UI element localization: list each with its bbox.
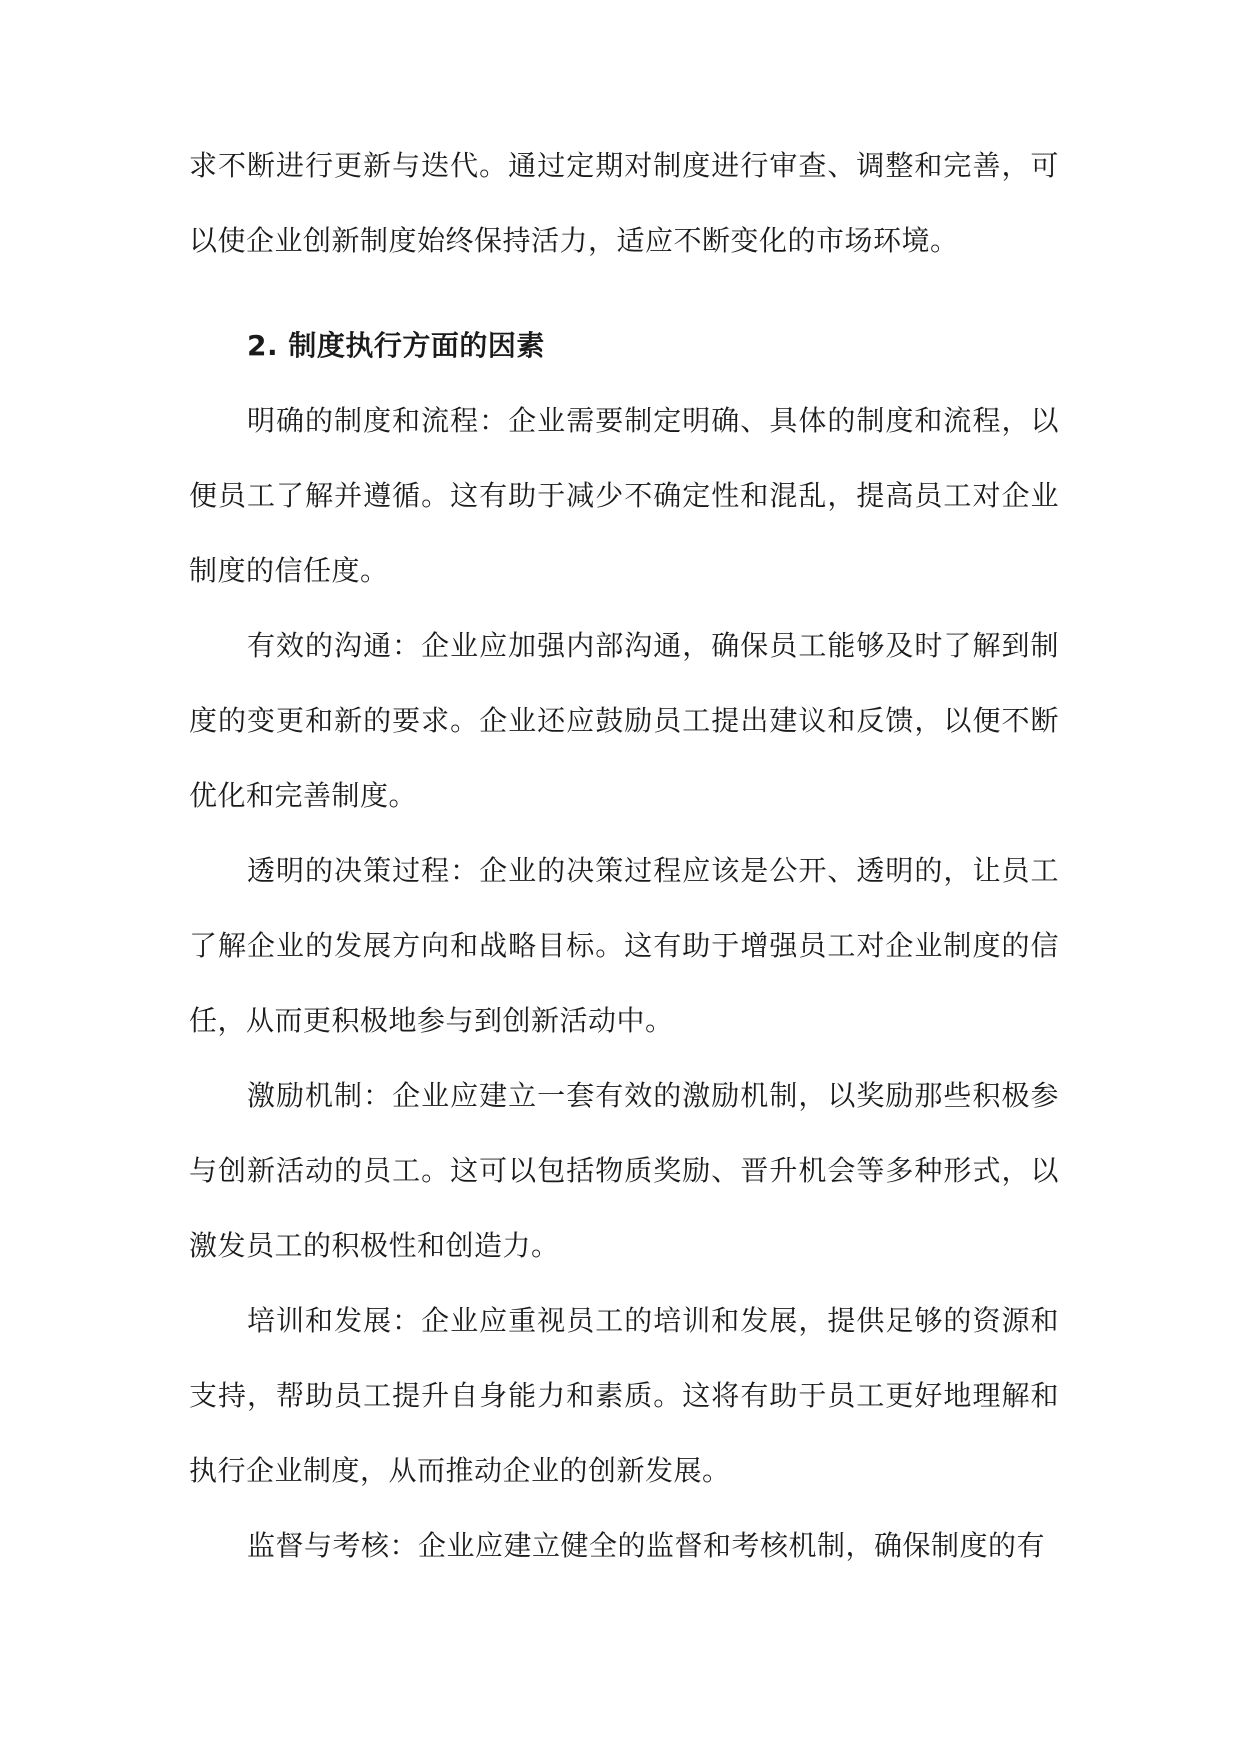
section-heading: 2. 制度执行方面的因素	[247, 329, 545, 362]
paragraph-supervision-assessment: 监督与考核：企业应建立健全的监督和考核机制，确保制度的有	[247, 1529, 1046, 1562]
paragraph-clear-rules: 明确的制度和流程：企业需要制定明确、具体的制度和流程，以便员工了解并遵循。这有助于减少不确定性和混乱，提高员工对企业制度的信任度。	[189, 404, 1059, 587]
continuation-paragraph: 求不断进行更新与迭代。通过定期对制度进行审查、调整和完善，可以使企业创新制度始终保持活力，适应不断变化的市场环境。	[189, 149, 1059, 257]
paragraph-training-development: 培训和发展：企业应重视员工的培训和发展，提供足够的资源和支持，帮助员工提升自身能力和素质。这将有助于员工更好地理解和执行企业制度，从而推动企业的创新发展。	[189, 1304, 1059, 1487]
paragraph-transparent-decisions: 透明的决策过程：企业的决策过程应该是公开、透明的，让员工了解企业的发展方向和战略目标。这有助于增强员工对企业制度的信任，从而更积极地参与到创新活动中。	[189, 854, 1059, 1037]
document-page	[189, 128, 1059, 1583]
paragraph-effective-communication: 有效的沟通：企业应加强内部沟通，确保员工能够及时了解到制度的变更和新的要求。企业还应鼓励员工提出建议和反馈，以便不断优化和完善制度。	[189, 629, 1059, 812]
paragraph-incentive-mechanism: 激励机制：企业应建立一套有效的激励机制，以奖励那些积极参与创新活动的员工。这可以包括物质奖励、晋升机会等多种形式，以激发员工的积极性和创造力。	[189, 1079, 1059, 1262]
